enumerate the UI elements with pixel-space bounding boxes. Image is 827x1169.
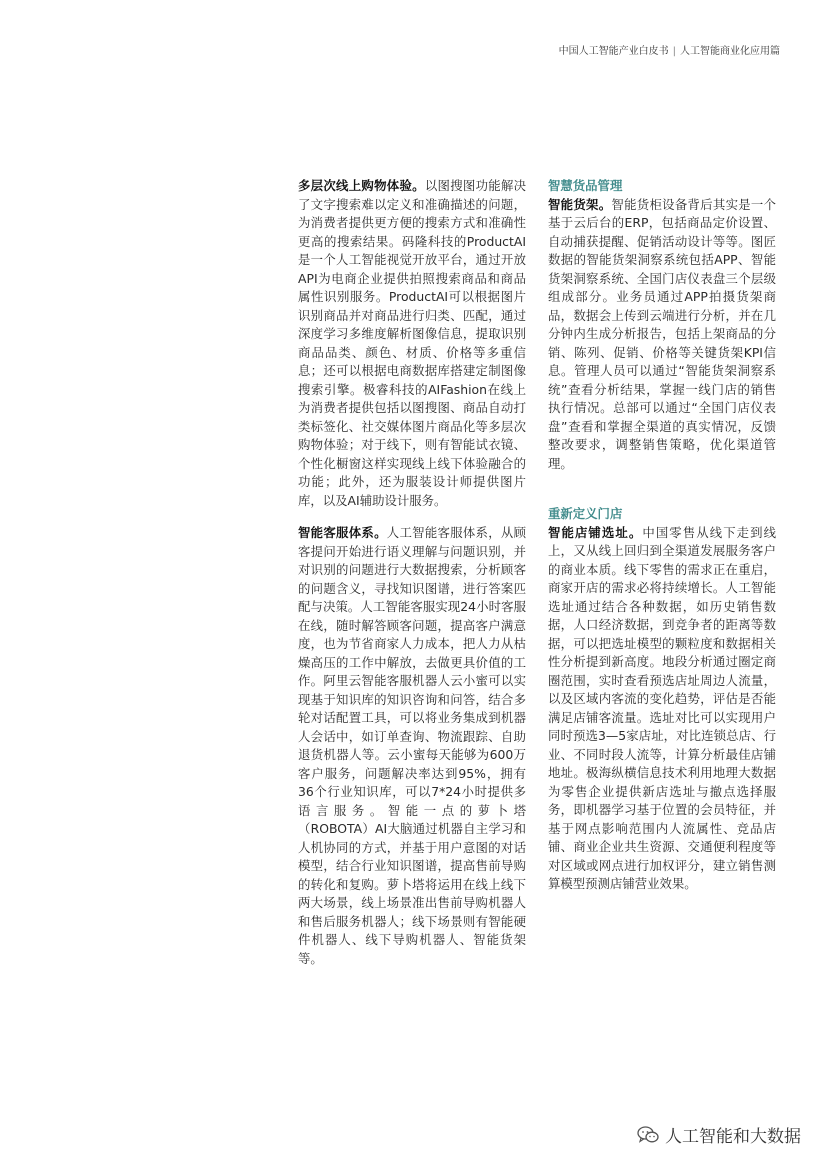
- header-section-title: 人工智能商业化应用篇: [680, 46, 780, 57]
- paragraph-customer-service: [298, 524, 526, 968]
- watermark: [637, 1122, 801, 1147]
- paragraph-body: 智能货柜设备背后其实是一个基于云后台的ERP，包括商品定价设置、自动捕获提醒、促销活动设计等等。图匠数据的智能货架洞察系统包括APP、智能货架洞察系统、全国门店仪表盘三个层级组成部分。业务员通过APP拍摄货架商品，数据会上传到云端进行分析，并在几分钟内生成分析报告，包括上架商品的分销、陈列、促销、价格等关键货架KPI信息。管理人员可以通过“智能货架洞察系统”查看分析结果，掌握一线门店的销售执行情况。总部可以通过“全国门店仪表盘”查看和掌握全渠道的真实情况，反馈整改要求，调整销售策略，优化渠道管理。: [548, 196, 777, 471]
- page-header: [559, 42, 780, 57]
- paragraph-body: 中国零售从线下走到线上，又从线上回归到全渠道发展服务客户的商业本质。线下零售的需求正在重启，商家开店的需求必将持续增长。人工智能选址通过结合各种数据，如历史销售数据，人口经济数据，到竞争者的距离等数据，可以把选址模型的颗粒度和数据相关性分析提到新高度。地段分析通过圈定商圈范围，实时查看预选店址周边人流量，以及区域内客流的变化趋势，评估是否能满足店铺客流量。选址对比可以实现用户同时预选3—5家店址，对比连锁总店、行业、不同时段人流等，计算分析最佳店铺地址。极海纵横信息技术利用地理大数据为零售企业提供新店选址与撤点选择服务，即机器学习基于位置的会员特征，并基于网点影响范围内人流属性、竞品店铺、商业企业共生资源、交通便利程度等对区域或网点进行加权评分，建立销售测算模型预测店铺营业效果。: [548, 524, 777, 891]
- section-heading-goods-management: 智慧货品管理: [548, 178, 623, 193]
- paragraph-body: 人工智能客服体系，从顾客提问开始进行语义理解与问题识别，并对识别的问题进行大数据搜索，分析顾客的问题含义，寻找知识图谱，进行答案匹配与决策。人工智能客服实现24小时客服在线，随时解答顾客问题，提高客户满意度，也为节省商家人力成本，把人力从枯燥高压的工作中解放，去做更具价值的工作。阿里云智能客服机器人云小蜜可以实现基于知识库的知识咨询和问答，结合多轮对话配置工具，可以将业务集成到机器人会话中，如订单查询、物流跟踪、自助退货机器人等。云小蜜每天能够为600万客户服务，问题解决率达到95%，拥有36个行业知识库，可以7*24小时提供多语言服务。智能一点的萝卜塔（ROBOTA）AI大脑通过机器自主学习和人机协同的方式，并基于用户意图的对话模型，结合行业知识图谱，提高售前导购的转化和复购。萝卜塔将运用在线上线下两大场景，线上场景准出售前导购机器人和售后服务机器人；线下场景则有智能硬件机器人、线下导购机器人、智能货架等。: [298, 525, 527, 966]
- wechat-icon: [637, 1126, 659, 1144]
- paragraph-smart-shelf: [548, 196, 776, 474]
- left-column: [298, 177, 526, 982]
- watermark-text: 人工智能和大数据: [665, 1127, 801, 1147]
- paragraph-title: 智能货架。: [548, 196, 612, 212]
- paragraph-title: 智能客服体系。: [298, 525, 387, 540]
- paragraph-body: 以图搜图功能解决了文字搜索难以定义和准确描述的问题，为消费者提供更方便的搜索方式和准确性更高的搜索结果。码隆科技的ProductAI是一个人工智能视觉开放平台，通过开放API为电商企业提供拍照搜索商品和商品属性识别服务。ProductAI可以根据图片识别商品并对商品进行归类、匹配，通过深度学习多维度解析图像信息，提取识别商品品类、颜色、材质、价格等多重信息；还可以根据电商数据库搭建定制图像搜索引擎。极睿科技的AIFashion在线上为消费者提供包括以图搜图、商品自动打类标签化、社交媒体图片商品化等多层次购物体验；对于线下，则有智能试衣镜、个性化橱窗这样实现线上线下体验融合的功能；此外，还为服装设计师提供图片库，以及AI辅助设计服务。: [298, 178, 527, 508]
- section-heading-redefine-store: 重新定义门店: [548, 506, 623, 521]
- header-separator: |: [672, 46, 676, 57]
- right-column: [548, 177, 776, 908]
- paragraph-title: 智能店铺选址。: [548, 524, 643, 540]
- header-book-title: 中国人工智能产业白皮书: [558, 46, 669, 57]
- paragraph-store-location: [548, 524, 776, 894]
- paragraph-title: 多层次线上购物体验。: [298, 178, 425, 193]
- paragraph-online-shopping: [298, 177, 526, 510]
